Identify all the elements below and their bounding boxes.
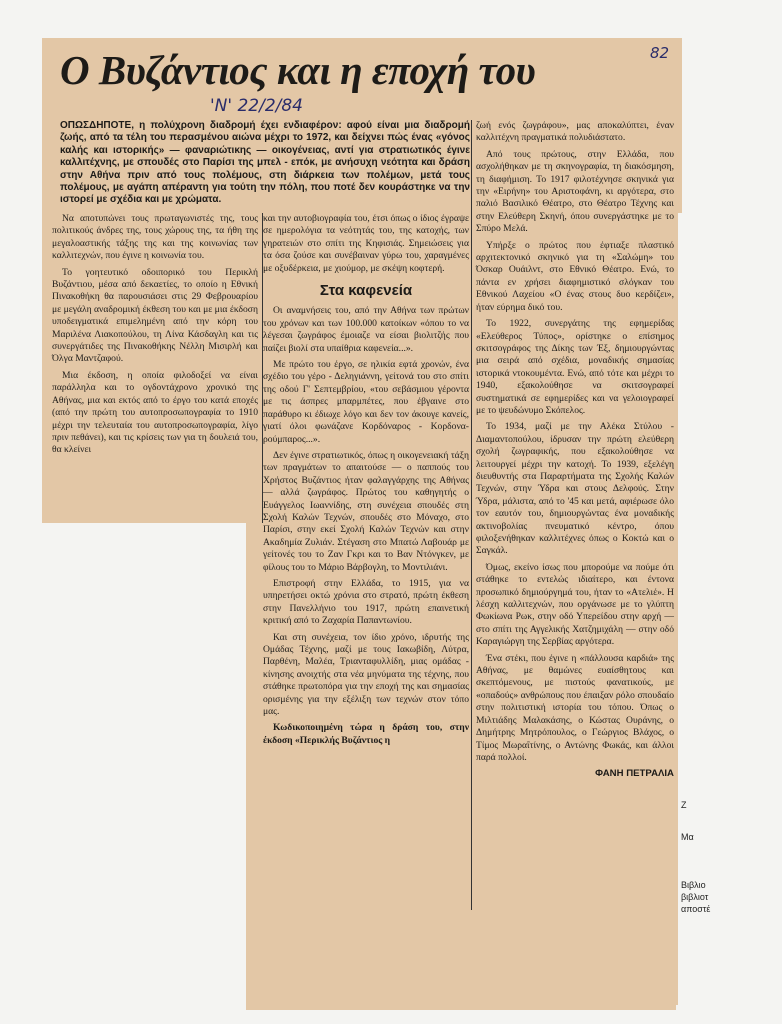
column-3: [476, 120, 674, 781]
side-fragment: Μα: [681, 832, 694, 842]
subheading: Στα καφενεία: [319, 282, 413, 300]
paragraph: Επιστροφή στην Ελλάδα, το 1915, για να υπηρετήσει οκτώ χρόνια στο στρατό, πρώτη έκθεση στην Πανελλήνιο του 1917, πρώτη επαινετική κριτική από το Ζαχαρία Παπαντωνίου.: [263, 577, 469, 627]
page-number: 82: [650, 44, 670, 62]
side-fragment: Ζ: [681, 800, 687, 810]
paragraph: Μια έκδοση, η οποία φιλοδοξεί να είναι παράλληλα και το ογδοντάχρονο χρονικό της Αθήνας, μια και εκτός από το έργο του κατά εποχές (από την πρώτη του αυτοπροσωπογραφία το 1910 μέχρι την τελευταία του αυτοπροσωπογραφία, λίγο πριν πεθάνει), και τις κρίσεις των για τη δουλειά του, θα κλείνει: [52, 369, 258, 456]
paragraph: Όμως, εκείνο ίσως που μπορούμε να πούμε ότι στάθηκε το εντελώς ιδιαίτερο, και έντονα προσωπικό δημιούργημά του, ήταν το «Ατελιέ». Η λέσχη καλλιτεχνών, που οργάνωσε με το γλύπτη Φωκίωνα Ρωκ, στην οδό Υπερείδου στην αρχή — στο σπίτι της Αγγελικής Χατζημιχάλη — στην οδό Καραγιώργη της Σερβίας αργότερα.: [476, 561, 674, 648]
paragraph: Το 1934, μαζί με την Αλέκα Στύλου - Διαμαντοπούλου, ίδρυσαν την πρώτη ελεύθερη σχολή ζωγραφικής, που εξακολούθησε να λειτουργεί μέχρι την κατοχή. Το 1939, εξελέγη διευθυντής στα Παραρτήματα της Σχολής Καλών Τεχνών, στην Ύδρα και στους Δελφούς. Στην Ύδρα, μάλιστα, από το '45 και μετά, αφιέρωσε όλο τον εαυτόν του, δημιουργώντας ένα μοναδικής ακτινοβολίας πνευματικό κέντρο, όπου φιλοξενήθηκαν καλλιτέχνες όπως ο Κοκτώ και ο Σαγκάλ.: [476, 421, 674, 557]
paragraph: ζωή ενός ζωγράφου», μας αποκαλύπτει, έναν καλλιτέχνη πραγματικά πολυδιάστατο.: [476, 120, 674, 144]
headline: Ο Βυζάντιος και η εποχή του: [60, 47, 536, 93]
paragraph: Να αποτυπώνει τους πρωταγωνιστές της, τους πολιτικούς άνδρες της, τους χώρους της, τα ήθη της μεγαλοαστικής τάξης της και της κοινωνίας των καλλιτεχνών, που έγινε η κοινωνία του.: [52, 213, 258, 262]
paragraph: Δεν έγινε στρατιωτικός, όπως η οικογενειακή τάξη των πραγμάτων το απαιτούσε — ο παππούς του Χρήστος Βυζάντιος ήταν φαλαγγάρχης της Αθήνας — αλλά ζωγράφος. Πρώτος του καθηγητής ο Ευάγγελος Ιωαννίδης, στη συνέχεια σπουδές στη Σχολή Καλών Τεχνών, σπουδές στο Μόναχο, στο Παρίσι, στην εκεί Σχολή Καλών Τεχνών και στην Ακαδημία Ζυλιάν. Στέγαση στο Μπατώ Λαβουάρ με γείτονές του το Ζαν Γκρι και το Βαν Ντόνγκεν, με φίλους του το Μάριο Βάρβογλη, το Μοντιλιάνι.: [263, 449, 469, 573]
column-rule: [471, 120, 472, 910]
handwritten-note: 'Ν' 22/2/84: [210, 96, 304, 116]
paragraph: και την αυτοβιογραφία του, έτσι όπως ο ίδιος έγραψε σε ημερολόγια τα νεότητάς του, της κατοχής, των γηρατειών στο σπίτι της Κηφισιάς. Σημειώσεις για τα όσα ζούσε και συνέβαιναν γύρω του, χαραγμένες με οξυδέρκεια, με χιούμορ, με σκέψη κοφτερή.: [263, 213, 469, 274]
clipping-bottom: [246, 990, 676, 1010]
paragraph: Και στη συνέχεια, τον ίδιο χρόνο, ιδρυτής της Ομάδας Τέχνης, μαζί με τους Ιακωβίδη, Λύτρα, Παρθένη, Μαλέα, Τριανταφυλλίδη, μιας ομάδας - κίνησης ανοιχτής στα νέα μηνύματα της τέχνης, που στάθηκε πρωτοπόρα για την εποχή της και σημασίας ορισμένης για την εξέλιξη των τεχνών στον τόπο μας.: [263, 631, 469, 718]
column-2: [263, 213, 469, 751]
side-fragment: αποστέ: [681, 904, 711, 914]
column-1: [52, 213, 258, 461]
paragraph: Ένα στέκι, που έγινε η «πάλλουσα καρδιά» της Αθήνας, με θαμώνες ευαίσθητους και σκεπτόμενους, με πιστούς φανατικούς, με «οπαδούς» ανθρώπους που έπαιξαν ρόλο σπουδαίο στην πολιτιστική ιστορία του τόπου. Όπως ο Μιλτιάδης Μαλακάσης, ο Κώστας Ουράνης, ο Δημήτρης Μητρόπουλος, ο Γεώργιος Βλάχος, ο Τίμος Μωραΐτίνης, ο Αντώνης Φωκάς, και άλλοι παρά πολλοί.: [476, 652, 674, 763]
byline-signature: ΦΑΝΗ ΠΕΤΡΑΛΙΑ: [595, 768, 674, 780]
paragraph: Από τους πρώτους, στην Ελλάδα, που ασχολήθηκαν με τη σκηνογραφία, τη διακόσμηση, τη διαφήμιση. Το 1917 φιλοτέχνησε σκηνικά για την «Ειρήνη» του Αριστοφάνη, κι αργότερα, στο παλιό Βασιλικό Θέατρο, στο Θέατρο Τέχνης και στην Ελεύθερη Σκηνή, όπου συνεργάστηκε με το Σπύρο Μελά.: [476, 148, 674, 235]
paragraph: Οι αναμνήσεις του, από την Αθήνα των πρώτων του χρόνων και των 100.000 κατοίκων «όπου το να λέγεσαι ζωγράφος έμοιαζε να είσαι βιολιτζής που παίζει βιολί στα υπαίθρια καφενεία...».: [263, 305, 469, 354]
paragraph: Με πρώτο του έργο, σε ηλικία εφτά χρονών, ένα σχέδιο του γέρο - Δεληγιάννη, γείτονά του στο σπίτι της οδού Γ' Σεπτεμβρίου, «του σεβάσμιου γέροντα με τις άσπρες μπαρμπέτες, που έβγαινε στο παράθυρο κι έδιωχε λόγο και δεν τον άκουγε κανείς, γιατί όλοι φωνάζανε Κορδόναρος - Κορδονα-ρούμπαρος...».: [263, 359, 469, 445]
side-fragment: Βιβλιο: [681, 880, 706, 890]
lead-paragraph: ΟΠΩΣΔΗΠΟΤΕ, η πολύχρονη διαδρομή έχει ενδιαφέρον: αφού είναι μια διαδρομή ζωής, από τα τέλη του περασμένου αιώνα μέχρι το 1972, και δείχνει πώς ένας «γόνος καλής και ιστορικής» — φαναριώτικης — οικογένειας, αντί για στρατιωτικός έγινε καλλιτέχνης, με σπουδές στο Παρίσι της μπελ - επόκ, με ανήσυχη νεότητα και δράση στην Αθήνα πριν από τους πολέμους, στη διάρκεια των πολέμων, μετά τους πολέμους, με αγάπη απέραντη για τούτη την πόλη, που ποτέ δεν κουράστηκε να την ιστορεί με σχέδια και με χρώματα.: [60, 120, 470, 206]
paragraph: Υπήρξε ο πρώτος που έφτιαξε πλαστικό αρχιτεκτονικό σκηνικό για τη «Σαλώμη» του Όσκαρ Ουάιλντ, στο Εθνικό Θέατρο. Ενώ, το πάντα εν χρήσει διαφημιστικό σλόγκαν του Εθνικού Λαχείου «Ο ένας στους δυο κερδίζει», ήταν εύρημα δικό του.: [476, 239, 674, 313]
paragraph: Το 1922, συνεργάτης της εφημερίδας «Ελεύθερος Τύπος», ορίστηκε ο επίσημος σκιτσογράφος της Δίκης των Έξ, δημιουργώντας μια σειρά από σχέδια, μοναδικής σημασίας ιστορικά ντοκουμέντα. Ενώ, από τότε και μέχρι το 1940, εξακολούθησε να σκιτσογραφεί συστηματικά σε εφημερίδες και να γελοιογραφεί με το ψευδώνυμο Σκόπελος.: [476, 318, 674, 416]
paragraph: Το γοητευτικό οδοιπορικό του Περικλή Βυζάντιου, μέσα από δεκαετίες, το οποίο η Εθνική Πινακοθήκη θα παρουσιάσει στις 29 Φεβρουαρίου με μεγάλη αναδρομική έκθεση του και με μια έκδοση υποδειγματικά επιμελημένη από την κόρη του Μαριλένα Λιακοπούλου, τη Λίνα Κάσδαγλη και τις συνεργάτιδες της Πινακοθήκης Νέλλη Μισιρλή και Όλγα Μαντζαφού.: [52, 266, 258, 365]
side-fragment: βιβλιοτ: [681, 892, 709, 902]
paragraph: Κωδικοποιημένη τώρα η δράση του, στην έκδοση «Περικλής Βυζάντιος η: [263, 722, 469, 746]
